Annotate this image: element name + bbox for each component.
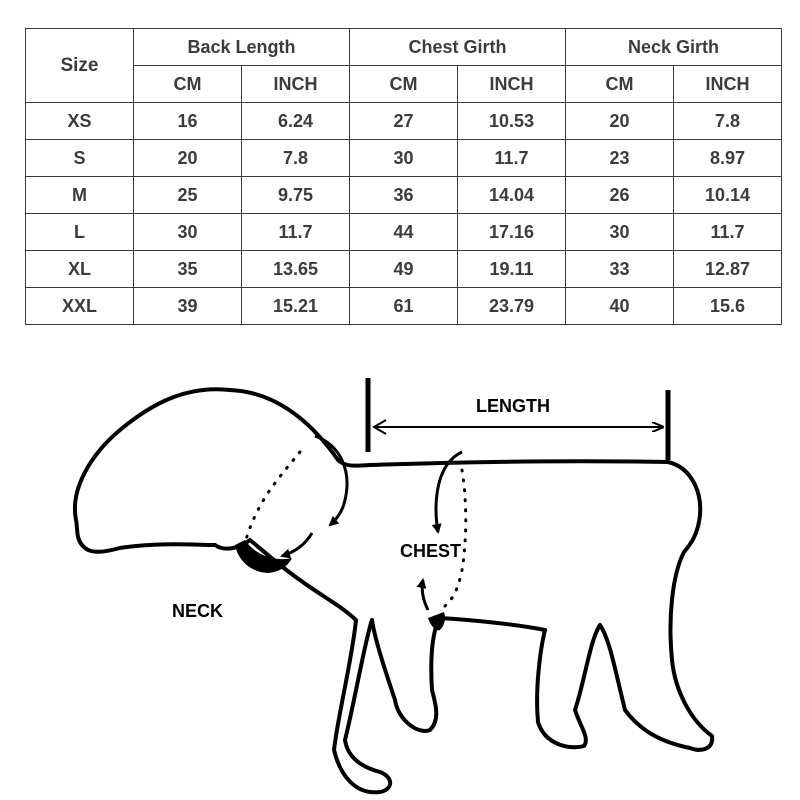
table-row: [26, 103, 782, 140]
group-header-row: [26, 29, 782, 66]
unit-header: INCH: [242, 66, 350, 103]
value-cell: 11.7: [458, 140, 566, 177]
table-row: [26, 177, 782, 214]
neck-girth-header: Neck Girth: [566, 29, 782, 66]
value-cell: 40: [566, 288, 674, 325]
chest-arrow-bottom: [422, 580, 428, 610]
dog-outline: [75, 389, 712, 792]
size-cell: S: [26, 140, 134, 177]
value-cell: 49: [350, 251, 458, 288]
size-cell: L: [26, 214, 134, 251]
size-chart-table: [25, 28, 782, 325]
value-cell: 9.75: [242, 177, 350, 214]
value-cell: 12.87: [674, 251, 782, 288]
value-cell: 35: [134, 251, 242, 288]
value-cell: 33: [566, 251, 674, 288]
size-cell: XXL: [26, 288, 134, 325]
value-cell: 10.53: [458, 103, 566, 140]
unit-header-row: [26, 66, 782, 103]
value-cell: 23.79: [458, 288, 566, 325]
value-cell: 16: [134, 103, 242, 140]
value-cell: 27: [350, 103, 458, 140]
value-cell: 11.7: [242, 214, 350, 251]
value-cell: 13.65: [242, 251, 350, 288]
unit-header: INCH: [674, 66, 782, 103]
value-cell: 44: [350, 214, 458, 251]
value-cell: 36: [350, 177, 458, 214]
table-row: [26, 288, 782, 325]
size-header: Size: [26, 29, 134, 103]
value-cell: 7.8: [242, 140, 350, 177]
value-cell: 14.04: [458, 177, 566, 214]
value-cell: 8.97: [674, 140, 782, 177]
value-cell: 26: [566, 177, 674, 214]
value-cell: 17.16: [458, 214, 566, 251]
value-cell: 20: [566, 103, 674, 140]
value-cell: 6.24: [242, 103, 350, 140]
size-cell: XS: [26, 103, 134, 140]
neck-label: NECK: [172, 601, 224, 621]
neck-dotted-line: [246, 452, 300, 540]
table-row: [26, 214, 782, 251]
value-cell: 30: [134, 214, 242, 251]
chest-girth-header: Chest Girth: [350, 29, 566, 66]
value-cell: 7.8: [674, 103, 782, 140]
value-cell: 30: [566, 214, 674, 251]
back-length-header: Back Length: [134, 29, 350, 66]
unit-header: INCH: [458, 66, 566, 103]
unit-header: CM: [134, 66, 242, 103]
value-cell: 23: [566, 140, 674, 177]
size-cell: M: [26, 177, 134, 214]
value-cell: 15.6: [674, 288, 782, 325]
value-cell: 15.21: [242, 288, 350, 325]
table-row: [26, 140, 782, 177]
table-row: [26, 251, 782, 288]
value-cell: 39: [134, 288, 242, 325]
neck-arrow-bottom: [282, 533, 312, 556]
unit-header: CM: [350, 66, 458, 103]
length-label: LENGTH: [476, 396, 550, 416]
size-cell: XL: [26, 251, 134, 288]
chest-dotted-line: [445, 470, 466, 606]
value-cell: 20: [134, 140, 242, 177]
value-cell: 25: [134, 177, 242, 214]
value-cell: 30: [350, 140, 458, 177]
value-cell: 11.7: [674, 214, 782, 251]
value-cell: 61: [350, 288, 458, 325]
value-cell: 10.14: [674, 177, 782, 214]
chest-patch: [428, 612, 445, 630]
chest-label: CHEST: [400, 541, 462, 561]
unit-header: CM: [566, 66, 674, 103]
value-cell: 19.11: [458, 251, 566, 288]
dog-measurement-diagram: [0, 340, 800, 800]
